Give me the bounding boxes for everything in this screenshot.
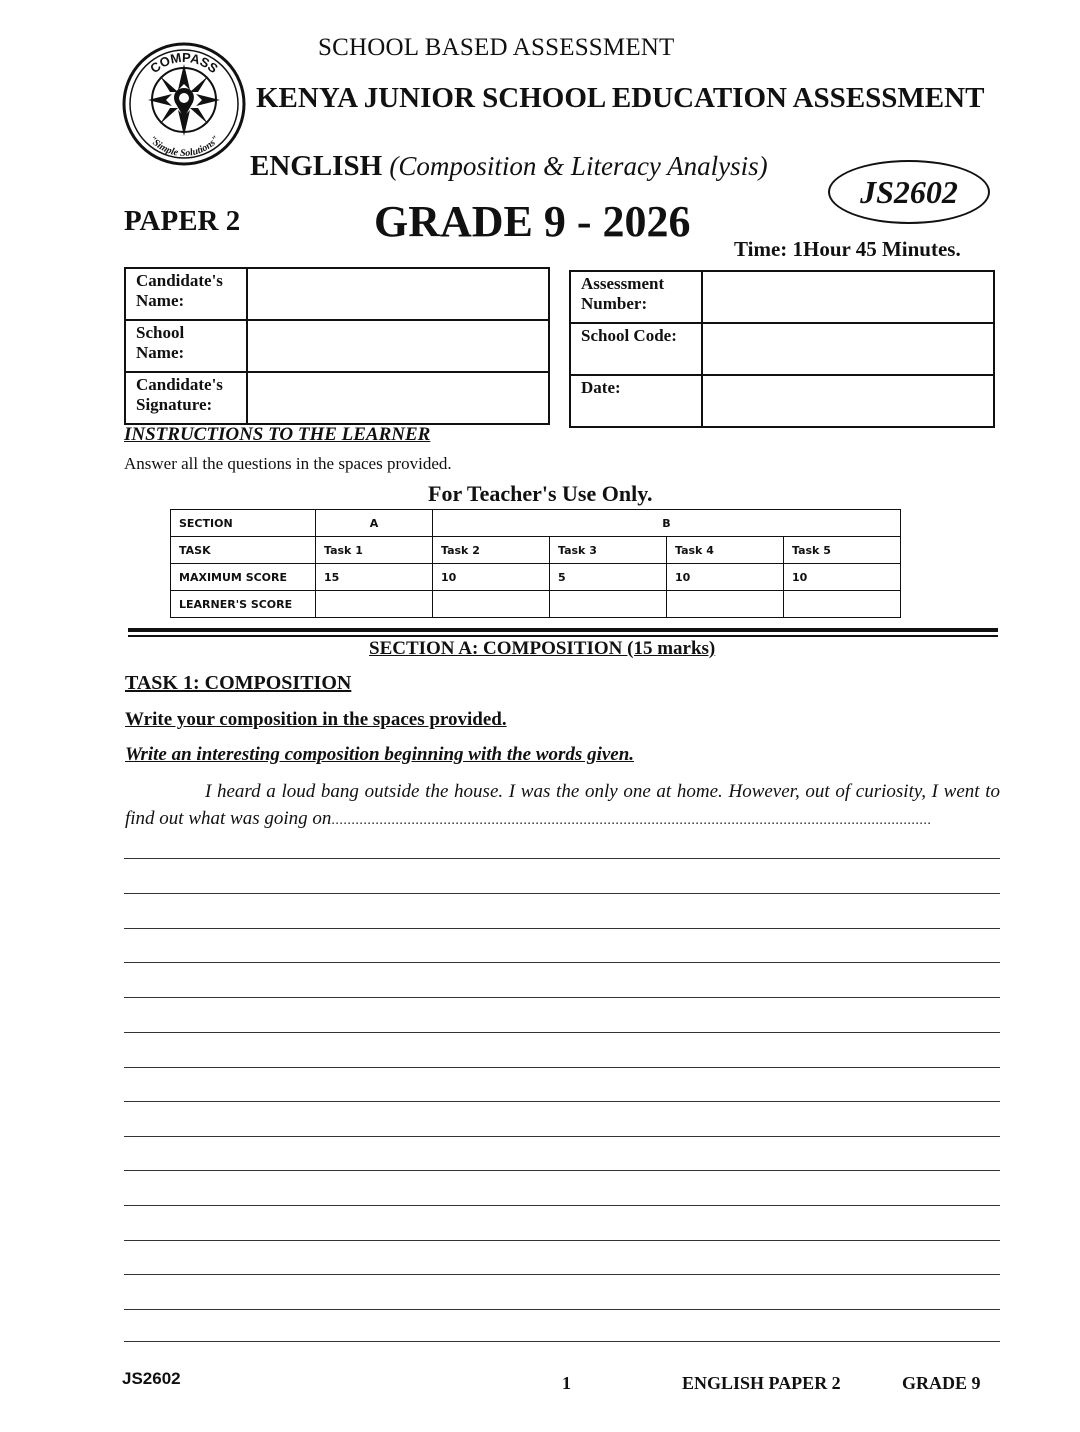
prompt-dots: ...................................................................................................................................................... bbox=[331, 813, 932, 828]
writing-line[interactable] bbox=[124, 1205, 1000, 1206]
logo-motto: "Simple Solutions" bbox=[146, 133, 222, 160]
subject-line bbox=[250, 150, 768, 183]
page-number: 1 bbox=[562, 1373, 571, 1393]
score-table bbox=[170, 509, 901, 618]
writing-line[interactable] bbox=[124, 962, 1000, 963]
max-score-cell: 10 bbox=[433, 564, 550, 591]
table-row bbox=[570, 375, 994, 427]
school-code-label: School Code: bbox=[570, 323, 702, 375]
assessment-number-label: Assessment Number: bbox=[570, 271, 702, 323]
composition-prompt bbox=[125, 778, 1000, 834]
learner-score-cell[interactable] bbox=[433, 591, 550, 618]
learner-score-cell[interactable] bbox=[316, 591, 433, 618]
table-row bbox=[125, 268, 549, 320]
school-name-label: School Name: bbox=[125, 320, 247, 372]
task-1-title: TASK 1: COMPOSITION bbox=[125, 672, 352, 694]
assessment-info-table bbox=[569, 270, 995, 428]
grade-year: GRADE 9 - 2026 bbox=[374, 197, 691, 246]
writing-line[interactable] bbox=[124, 1240, 1000, 1241]
time-allowed: Time: 1Hour 45 Minutes. bbox=[734, 237, 961, 261]
composition-instruction-2: Write an interesting composition beginning with the words given. bbox=[125, 744, 635, 765]
logo-arc-text: COMPASS bbox=[147, 49, 221, 77]
table-row bbox=[570, 323, 994, 375]
learner-score-cell[interactable] bbox=[784, 591, 901, 618]
task-cell: Task 2 bbox=[433, 537, 550, 564]
writing-line[interactable] bbox=[124, 997, 1000, 998]
table-row bbox=[171, 564, 901, 591]
learner-score-cell[interactable] bbox=[667, 591, 784, 618]
table-row bbox=[171, 537, 901, 564]
task-cell: Task 1 bbox=[316, 537, 433, 564]
writing-line[interactable] bbox=[124, 1067, 1000, 1068]
writing-line[interactable] bbox=[124, 928, 1000, 929]
composition-instruction-1: Write your composition in the spaces provided. bbox=[125, 709, 507, 730]
writing-line[interactable] bbox=[124, 1170, 1000, 1171]
paper-number: PAPER 2 bbox=[124, 205, 241, 237]
footer-paper-code: JS2602 bbox=[122, 1369, 181, 1388]
footer-grade: GRADE 9 bbox=[902, 1373, 981, 1393]
school-name-field[interactable] bbox=[247, 320, 549, 372]
task-cell: Task 3 bbox=[550, 537, 667, 564]
footer-subject: ENGLISH PAPER 2 bbox=[682, 1373, 841, 1393]
teacher-use-title: For Teacher's Use Only. bbox=[428, 481, 653, 506]
section-row-label: SECTION bbox=[171, 510, 316, 537]
subject-detail: (Composition & Literacy Analysis) bbox=[389, 151, 768, 181]
writing-line[interactable] bbox=[124, 1309, 1000, 1310]
writing-line[interactable] bbox=[124, 1136, 1000, 1137]
task-cell: Task 4 bbox=[667, 537, 784, 564]
max-score-cell: 10 bbox=[784, 564, 901, 591]
writing-line[interactable] bbox=[124, 1101, 1000, 1102]
learner-score-cell[interactable] bbox=[550, 591, 667, 618]
task-cell: Task 5 bbox=[784, 537, 901, 564]
max-score-row-label: MAXIMUM SCORE bbox=[171, 564, 316, 591]
candidate-info-table bbox=[124, 267, 550, 425]
max-score-cell: 15 bbox=[316, 564, 433, 591]
section-a-cell: A bbox=[316, 510, 433, 537]
section-divider-thin bbox=[128, 635, 998, 637]
table-row bbox=[125, 320, 549, 372]
instructions-title: INSTRUCTIONS TO THE LEARNER bbox=[124, 424, 431, 445]
signature-field[interactable] bbox=[247, 372, 549, 424]
school-code-field[interactable] bbox=[702, 323, 994, 375]
section-b-cell: B bbox=[433, 510, 901, 537]
table-row bbox=[171, 510, 901, 537]
assessment-number-field[interactable] bbox=[702, 271, 994, 323]
candidate-name-field[interactable] bbox=[247, 268, 549, 320]
max-score-cell: 10 bbox=[667, 564, 784, 591]
learner-score-row-label: LEARNER'S SCORE bbox=[171, 591, 316, 618]
writing-line[interactable] bbox=[124, 858, 1000, 859]
table-row bbox=[125, 372, 549, 424]
compass-logo bbox=[120, 40, 248, 168]
writing-line[interactable] bbox=[124, 1032, 1000, 1033]
date-field[interactable] bbox=[702, 375, 994, 427]
prompt-text: I heard a loud bang outside the house. I was the only one at home. However, out of curiosity, I went to find out what was going on bbox=[125, 781, 1000, 829]
section-a-title: SECTION A: COMPOSITION (15 marks) bbox=[369, 638, 716, 659]
signature-label: Candidate's Signature: bbox=[125, 372, 247, 424]
max-score-cell: 5 bbox=[550, 564, 667, 591]
svg-text:"Simple Solutions" bbox=[146, 134, 221, 159]
candidate-name-label: Candidate's Name: bbox=[125, 268, 247, 320]
task-row-label: TASK bbox=[171, 537, 316, 564]
writing-line[interactable] bbox=[124, 1274, 1000, 1275]
subject-name: ENGLISH bbox=[250, 150, 383, 182]
date-label: Date: bbox=[570, 375, 702, 427]
instructions-text: Answer all the questions in the spaces provided. bbox=[124, 454, 452, 473]
section-divider bbox=[128, 628, 998, 632]
table-row bbox=[171, 591, 901, 618]
paper-code-badge: JS2602 bbox=[828, 160, 990, 224]
exam-body-title: KENYA JUNIOR SCHOOL EDUCATION ASSESSMENT bbox=[256, 82, 985, 114]
assessment-type: SCHOOL BASED ASSESSMENT bbox=[318, 34, 675, 61]
writing-line[interactable] bbox=[124, 1341, 1000, 1342]
table-row bbox=[570, 271, 994, 323]
writing-line[interactable] bbox=[124, 893, 1000, 894]
